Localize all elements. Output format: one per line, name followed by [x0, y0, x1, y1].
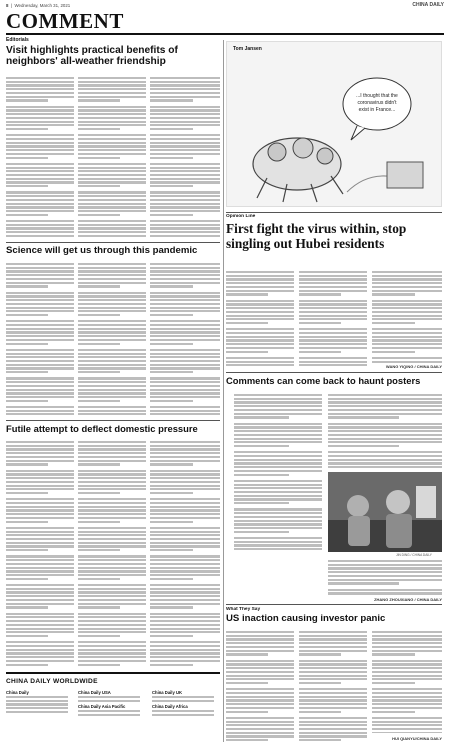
masthead-box-columns: [6, 690, 220, 742]
second-editorial-body-col1: [6, 263, 74, 415]
masthead-body: [78, 710, 140, 718]
folio-publication: CHINA DAILY: [412, 2, 444, 8]
third-editorial-headline: Futile attempt to deflect domestic pressure: [6, 424, 198, 434]
comments-photo: [328, 472, 442, 552]
lead-editorial-body-col3: [150, 77, 220, 238]
cartoon-speech-line-1: ...I thought that the: [356, 93, 398, 99]
page-number: 8: [6, 3, 9, 8]
what-they-say-body-col1: [226, 631, 294, 741]
photo-illustration: [328, 472, 442, 552]
opinion-headline: First fight the virus within, stop singling out Hubei residents: [226, 222, 407, 251]
masthead-body: [78, 696, 140, 704]
cartoon-speech-line-3: exist in France...: [358, 107, 396, 113]
column-separator: [223, 40, 224, 742]
photo-credit: JIN DING / CHINA DAILY: [396, 553, 432, 557]
lead-editorial-body-col2: [78, 77, 146, 238]
divider: [226, 604, 442, 605]
second-editorial-body-col3: [150, 263, 220, 415]
masthead-column: [6, 690, 72, 716]
cartoon-author: Tom Jansen: [233, 46, 262, 52]
masthead-column: [152, 690, 218, 718]
folio-left: 8 | Wednesday, March 31, 2021: [6, 3, 71, 8]
divider: [226, 212, 442, 213]
second-editorial-body-col2: [78, 263, 146, 415]
masthead-box-title: CHINA DAILY WORLDWIDE: [6, 678, 98, 685]
divider: [6, 672, 220, 674]
masthead-name: China Daily Africa: [152, 704, 188, 709]
what-they-say-kicker: What They Say: [226, 607, 261, 612]
lead-editorial-headline-wrap: [6, 45, 220, 75]
lead-editorial-body-col1: [6, 77, 74, 238]
comments-headline: Comments can come back to haunt posters: [226, 376, 421, 386]
folio-date: Wednesday, March 31, 2021: [14, 3, 71, 8]
comments-body-col3: [328, 560, 442, 596]
second-editorial-headline-wrap: [6, 246, 220, 260]
masthead-box: [6, 678, 220, 742]
comments-headline-wrap: [226, 376, 442, 390]
opinion-body-col1: [226, 271, 294, 367]
opinion-kicker: Opinion Line: [226, 214, 256, 219]
comments-body-col1: [234, 394, 322, 552]
opinion-kicker-wrap: [226, 214, 442, 222]
lead-editorial-headline: Visit highlights practical benefits of neighbors' all-weather friendship: [6, 45, 178, 68]
what-they-say-headline-wrap: [226, 614, 442, 628]
masthead-name: China Daily Asia Pacific: [78, 704, 126, 709]
third-editorial-headline-wrap: [6, 424, 220, 438]
cartoon-drawing: [227, 42, 443, 208]
third-editorial-body-col3: [150, 441, 220, 667]
masthead-name: China Daily UK: [152, 690, 183, 695]
section-rule: [6, 33, 444, 35]
opinion-byline: WANG YIQING / CHINA DAILY: [385, 364, 442, 369]
third-editorial-body-col1: [6, 441, 74, 667]
masthead-body: [152, 696, 214, 704]
opinion-body-col3: [372, 271, 442, 363]
divider: [6, 242, 220, 243]
editorials-kicker: Editorials: [6, 37, 29, 43]
masthead-body: [152, 710, 214, 718]
section-title: COMMENT: [6, 9, 124, 33]
masthead-name: China Daily USA: [78, 690, 111, 695]
editorial-cartoon: [226, 41, 442, 207]
opinion-body-col2: [299, 271, 367, 367]
masthead-body: [6, 696, 68, 716]
what-they-say-headline: US inaction causing investor panic: [226, 614, 386, 624]
what-they-say-byline: HUI QIANYU/CHINA DAILY: [392, 736, 442, 741]
masthead-column: [78, 690, 144, 718]
comments-body-col2: [328, 394, 442, 468]
divider: [6, 420, 220, 421]
masthead-name: China Daily: [6, 690, 29, 695]
comments-byline: ZHANG ZHOUXIANG / CHINA DAILY: [374, 597, 442, 602]
what-they-say-body-col2: [299, 631, 367, 741]
divider: [226, 372, 442, 373]
what-they-say-body-col3: [372, 631, 442, 733]
third-editorial-body-col2: [78, 441, 146, 667]
opinion-headline-wrap: [226, 222, 442, 268]
cartoon-speech-line-2: coronavirus didn't: [357, 100, 397, 106]
second-editorial-headline: Science will get us through this pandemic: [6, 246, 198, 256]
